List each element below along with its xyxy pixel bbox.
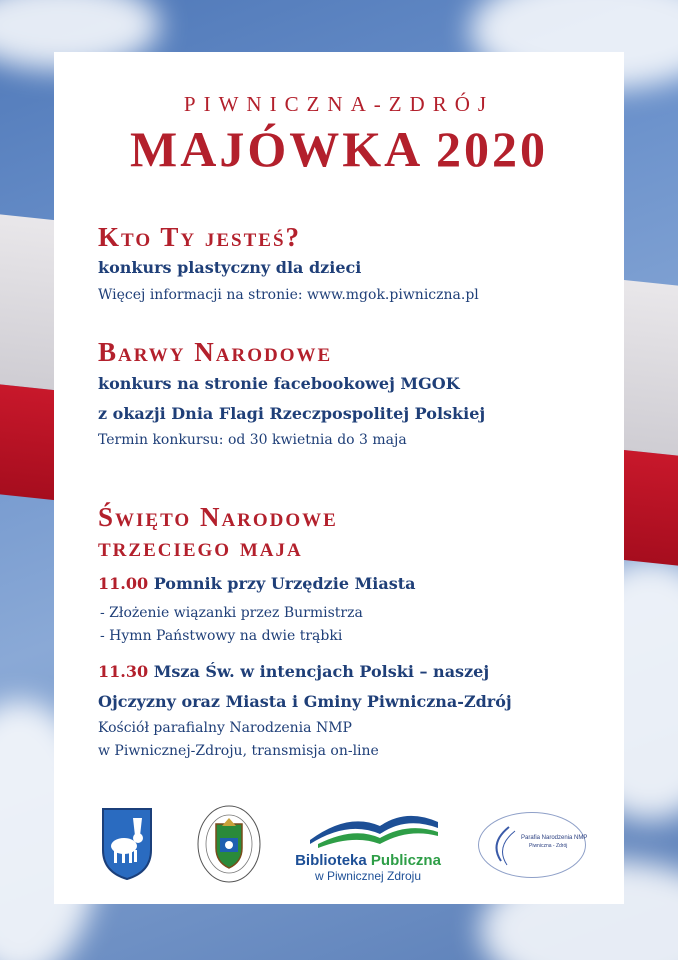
event2-line1 [98, 662, 489, 681]
event2-title1: Msza Św. w intencjach Polski – naszej [153, 662, 490, 681]
section1-heading: Kto Ty jesteś? [98, 222, 302, 252]
parish-name-line2: Piwniczna - Zdrój [529, 843, 568, 849]
mgok-logo [196, 804, 262, 884]
library-book-icon [288, 804, 448, 848]
event1-time: 11.00 [98, 574, 149, 593]
poster-title: MAJÓWKA 2020 [130, 121, 548, 177]
section2-heading: Barwy Narodowe [98, 337, 333, 367]
library-name-word1: Biblioteka [295, 852, 367, 869]
event2-note2: w Piwnicznej-Zdroju, transmisja on-line [98, 743, 379, 759]
event2-time: 11.30 [98, 662, 149, 681]
section2-info: Termin konkursu: od 30 kwietnia do 3 maja [98, 432, 407, 448]
coat-of-arms-logo [100, 806, 154, 882]
library-name-word2: Publiczna [370, 852, 441, 869]
event1-item-2: - Hymn Państwowy na dwie trąbki [100, 628, 343, 644]
library-logo [288, 804, 448, 884]
section3-heading-line1: Święto Narodowe [98, 502, 338, 532]
event1-line [98, 574, 416, 593]
section2-line1: konkurs na stronie facebookowej MGOK [98, 374, 460, 393]
town-name: PIWNICZNA-ZDRÓJ [183, 92, 495, 116]
event1-item-1: - Złożenie wiązanki przez Burmistrza [100, 605, 363, 621]
section2-line2: z okazji Dnia Flagi Rzeczpospolitej Polskiej [98, 404, 486, 423]
library-name-line2: w Piwnicznej Zdroju [314, 869, 422, 883]
event1-title: Pomnik przy Urzędzie Miasta [153, 574, 416, 593]
section3-heading-line2: trzeciego maja [98, 532, 303, 562]
sponsor-logos [54, 800, 624, 890]
event2-title2: Ojczyzny oraz Miasta i Gminy Piwniczna-Zdrój [98, 692, 512, 711]
library-name-line1 [288, 852, 448, 869]
poster-card [54, 52, 624, 904]
section1-info: Więcej informacji na stronie: www.mgok.piwniczna.pl [98, 287, 479, 303]
parish-name-line1: Parafia Narodzenia NMP [521, 835, 588, 841]
event2-note1: Kościół parafialny Narodzenia NMP [98, 720, 352, 736]
parish-logo [478, 812, 586, 878]
section1-subtitle: konkurs plastyczny dla dzieci [98, 258, 362, 277]
